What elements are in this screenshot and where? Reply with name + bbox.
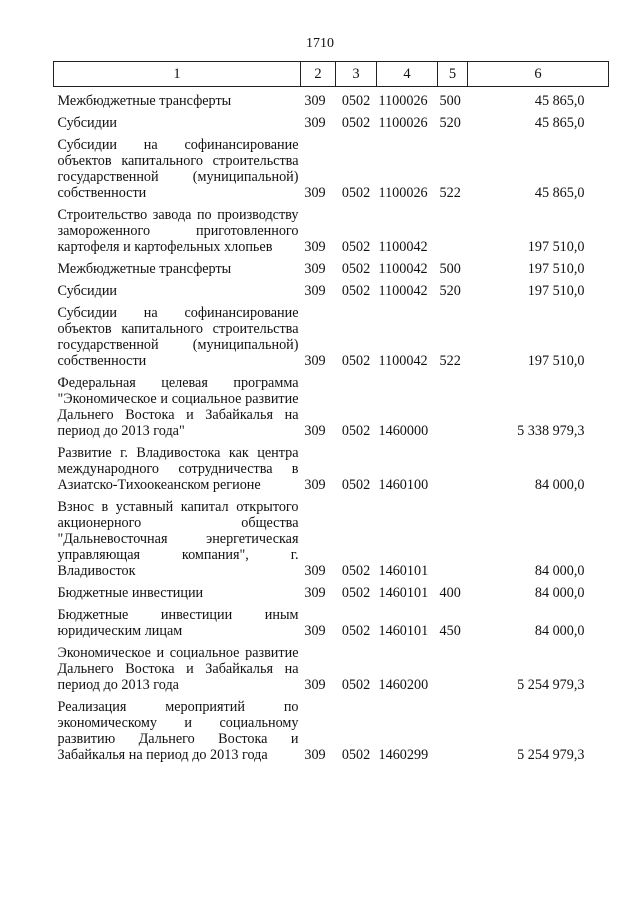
row-sum-cell: 45 865,0 bbox=[534, 115, 585, 131]
row-gr-cell: 309 bbox=[304, 563, 326, 579]
row-sum-cell: 45 865,0 bbox=[534, 93, 585, 109]
row-cs-cell: 1460100 bbox=[378, 477, 429, 493]
table-row bbox=[54, 442, 609, 496]
row-gr-cell: 309 bbox=[304, 585, 326, 601]
row-rz-cell: 0502 bbox=[341, 477, 371, 493]
row-name-cell: Взнос в уставный капитал открытого акционерного общества "Дальневосточная энергетическая управляющая компания", г. Владивосток bbox=[57, 499, 299, 579]
row-name-cell: Развитие г. Владивостока как центра международного сотрудничества в Азиатско-Тихоокеанском регионе bbox=[57, 445, 299, 493]
row-sum-cell: 5 338 979,3 bbox=[517, 423, 585, 439]
row-gr-cell: 309 bbox=[304, 239, 326, 255]
row-vr-cell bbox=[438, 696, 468, 766]
table-row bbox=[54, 302, 609, 372]
table-row bbox=[54, 372, 609, 442]
row-vr-cell bbox=[438, 442, 468, 496]
row-vr-cell: 520 bbox=[439, 115, 461, 131]
row-name-cell: Субсидии на софинансирование объектов капитального строительства государственной (муниципальной) собственности bbox=[57, 137, 299, 201]
row-rz-cell: 0502 bbox=[341, 283, 371, 299]
row-gr-cell: 309 bbox=[304, 623, 326, 639]
row-name-cell: Субсидии bbox=[57, 115, 118, 131]
row-sum-cell: 84 000,0 bbox=[534, 563, 585, 579]
row-name-cell: Субсидии на софинансирование объектов капитального строительства государственной (муниципальной) собственности bbox=[57, 305, 299, 369]
row-gr-cell: 309 bbox=[304, 93, 326, 109]
table-row bbox=[54, 604, 609, 642]
row-sum-cell: 84 000,0 bbox=[534, 477, 585, 493]
table-row bbox=[54, 696, 609, 766]
row-cs-cell: 1460299 bbox=[378, 747, 429, 763]
budget-table bbox=[53, 61, 609, 766]
row-sum-cell: 84 000,0 bbox=[534, 623, 585, 639]
row-sum-cell: 5 254 979,3 bbox=[517, 677, 585, 693]
row-rz-cell: 0502 bbox=[341, 585, 371, 601]
row-gr-cell: 309 bbox=[304, 261, 326, 277]
row-gr-cell: 309 bbox=[304, 423, 326, 439]
row-vr-cell bbox=[438, 204, 468, 258]
row-vr-cell bbox=[438, 372, 468, 442]
row-cs-cell: 1100042 bbox=[378, 239, 428, 255]
row-sum-cell: 5 254 979,3 bbox=[517, 747, 585, 763]
table-row bbox=[54, 258, 609, 280]
row-rz-cell: 0502 bbox=[341, 623, 371, 639]
row-rz-cell: 0502 bbox=[341, 423, 371, 439]
row-sum-cell: 197 510,0 bbox=[527, 283, 585, 299]
row-vr-cell: 500 bbox=[439, 93, 461, 109]
row-vr-cell: 400 bbox=[439, 585, 461, 601]
row-cs-cell: 1460101 bbox=[378, 563, 429, 579]
row-gr-cell: 309 bbox=[304, 353, 326, 369]
row-vr-cell: 500 bbox=[439, 261, 461, 277]
row-gr-cell: 309 bbox=[304, 747, 326, 763]
page-number: 1710 bbox=[306, 36, 334, 51]
table-body bbox=[54, 87, 609, 767]
table-row bbox=[54, 642, 609, 696]
column-header-rz: 3 bbox=[336, 62, 377, 87]
row-gr-cell: 309 bbox=[304, 115, 326, 131]
row-cs-cell: 1460101 bbox=[378, 623, 429, 639]
row-cs-cell: 1100026 bbox=[378, 93, 428, 109]
row-name-cell: Экономическое и социальное развитие Дальнего Востока и Забайкалья на период до 2013 года bbox=[57, 645, 299, 693]
row-name-cell: Федеральная целевая программа "Экономическое и социальное развитие Дальнего Востока и Забайкалья на период до 2013 года" bbox=[57, 375, 299, 439]
row-cs-cell: 1100042 bbox=[378, 353, 428, 369]
row-vr-cell: 522 bbox=[439, 185, 461, 201]
row-cs-cell: 1100026 bbox=[378, 115, 428, 131]
row-sum-cell: 45 865,0 bbox=[534, 185, 585, 201]
column-header-name: 1 bbox=[54, 62, 301, 87]
row-name-cell: Субсидии bbox=[57, 283, 118, 299]
row-vr-cell: 520 bbox=[439, 283, 461, 299]
row-rz-cell: 0502 bbox=[341, 563, 371, 579]
row-cs-cell: 1100042 bbox=[378, 261, 428, 277]
table-row bbox=[54, 582, 609, 604]
row-cs-cell: 1460200 bbox=[378, 677, 429, 693]
row-cs-cell: 1460101 bbox=[378, 585, 429, 601]
row-name-cell: Бюджетные инвестиции иным юридическим лицам bbox=[57, 607, 299, 639]
row-vr-cell: 450 bbox=[439, 623, 461, 639]
row-gr-cell: 309 bbox=[304, 185, 326, 201]
table-row bbox=[54, 496, 609, 582]
row-rz-cell: 0502 bbox=[341, 239, 371, 255]
row-rz-cell: 0502 bbox=[341, 185, 371, 201]
row-name-cell: Строительство завода по производству замороженного приготовленного картофеля и картофельных хлопьев bbox=[57, 207, 299, 255]
row-name-cell: Бюджетные инвестиции bbox=[57, 585, 204, 601]
row-sum-cell: 197 510,0 bbox=[527, 261, 585, 277]
row-name-cell: Межбюджетные трансферты bbox=[57, 93, 232, 109]
row-rz-cell: 0502 bbox=[341, 93, 371, 109]
row-rz-cell: 0502 bbox=[341, 353, 371, 369]
row-cs-cell: 1100026 bbox=[378, 185, 428, 201]
table-row bbox=[54, 280, 609, 302]
table-row bbox=[54, 112, 609, 134]
row-sum-cell: 197 510,0 bbox=[527, 353, 585, 369]
row-rz-cell: 0502 bbox=[341, 747, 371, 763]
column-header-cs: 4 bbox=[377, 62, 438, 87]
row-rz-cell: 0502 bbox=[341, 261, 371, 277]
column-header-vr: 5 bbox=[438, 62, 468, 87]
row-name-cell: Реализация мероприятий по экономическому и социальному развитию Дальнего Востока и Забайкалья на период до 2013 года bbox=[57, 699, 299, 763]
row-name-cell: Межбюджетные трансферты bbox=[57, 261, 232, 277]
row-vr-cell bbox=[438, 642, 468, 696]
row-gr-cell: 309 bbox=[304, 283, 326, 299]
row-sum-cell: 84 000,0 bbox=[534, 585, 585, 601]
row-vr-cell bbox=[438, 496, 468, 582]
row-vr-cell: 522 bbox=[439, 353, 461, 369]
table-row bbox=[54, 87, 609, 113]
row-gr-cell: 309 bbox=[304, 477, 326, 493]
row-sum-cell: 197 510,0 bbox=[527, 239, 585, 255]
table-row bbox=[54, 134, 609, 204]
table-row bbox=[54, 204, 609, 258]
column-header-sum: 6 bbox=[468, 62, 609, 87]
header-row bbox=[54, 62, 609, 87]
row-cs-cell: 1100042 bbox=[378, 283, 428, 299]
row-rz-cell: 0502 bbox=[341, 677, 371, 693]
row-gr-cell: 309 bbox=[304, 677, 326, 693]
row-rz-cell: 0502 bbox=[341, 115, 371, 131]
row-cs-cell: 1460000 bbox=[378, 423, 429, 439]
column-header-gr: 2 bbox=[301, 62, 336, 87]
